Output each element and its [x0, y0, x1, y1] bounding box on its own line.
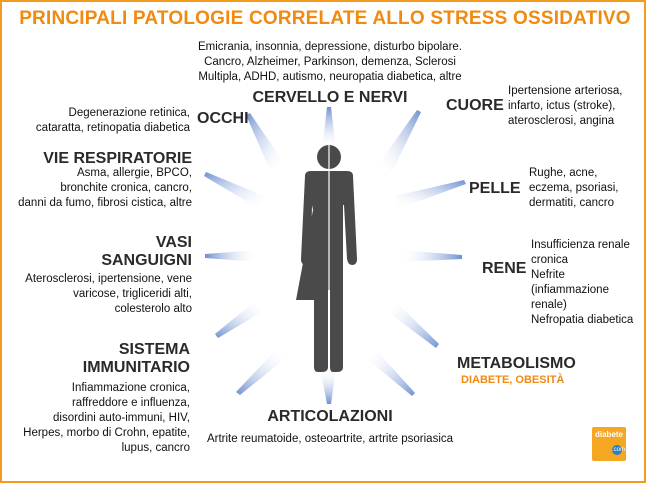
ray-bottom	[320, 368, 336, 404]
human-figure	[296, 145, 357, 372]
heart-desc-line: aterosclerosi, angina	[508, 115, 615, 127]
brain-label: CERVELLO E NERVI	[252, 89, 408, 106]
joints-label: ARTICOLAZIONI	[267, 408, 393, 425]
kidney-description	[531, 238, 646, 328]
eyes-description	[12, 106, 190, 136]
heart-desc-line: infarto, ictus (stroke),	[508, 100, 616, 112]
immune-desc-line: Herpes, morbo di Crohn, epatite,	[23, 427, 190, 439]
immune-desc-line: Infiammazione cronica,	[71, 382, 190, 394]
ray-lower-left	[215, 302, 262, 338]
vessels-desc-line: colesterolo alto	[114, 303, 192, 315]
brain-desc-line: Cancro, Alzheimer, Parkinson, demenza, Sclerosi	[204, 56, 456, 68]
skin-desc-line: eczema, psoriasi,	[529, 182, 619, 194]
eyes-label: OCCHI	[197, 110, 249, 127]
logo-text: diabete	[595, 430, 624, 439]
resp-desc-line: Asma, allergie, BPCO,	[76, 167, 192, 179]
metabolism-subtitle: DIABETE, OBESITÀ	[461, 374, 565, 386]
immune-desc-line: raffreddore e influenza,	[71, 397, 190, 409]
ray-top-left	[246, 113, 282, 170]
skin-desc-line: dermatiti, cancro	[529, 197, 615, 209]
immune-label-line: SISTEMA	[118, 341, 190, 358]
kidney-desc-line: Insufficienza renale	[531, 239, 630, 251]
heart-desc-line: Ipertensione arteriosa,	[508, 85, 623, 97]
ray-bottom-left	[236, 352, 286, 395]
ray-right	[400, 250, 462, 262]
vessels-label-line: SANGUIGNI	[101, 252, 192, 269]
ray-top-right	[380, 110, 421, 172]
eyes-desc-line: Degenerazione retinica,	[68, 107, 190, 119]
ray-lower-right	[388, 302, 439, 348]
resp-desc-line: bronchite cronica, cancro,	[60, 182, 192, 194]
kidney-desc-line: Nefrite	[531, 269, 565, 281]
ray-upper-left	[204, 172, 264, 208]
kidney-desc-line: renale)	[531, 299, 567, 311]
page-title: PRINCIPALI PATOLOGIE CORRELATE ALLO STRESS OSSIDATIVO	[19, 8, 631, 29]
kidney-label: RENE	[482, 260, 527, 277]
skin-desc-line: Rughe, acne,	[529, 167, 598, 179]
immune-label	[12, 341, 190, 377]
resp-desc-line: danni da fumo, fibrosi cistica, altre	[18, 197, 192, 209]
immune-desc-line: disordini auto-immuni, HIV,	[53, 412, 190, 424]
brain-desc-line: Multipla, ADHD, autismo, neuropatia diabetica, altre	[198, 71, 462, 83]
vessels-label-line: VASI	[155, 234, 192, 251]
vessels-description	[12, 272, 192, 317]
brain-desc-line: Emicrania, insonnia, depressione, disturbo bipolare.	[197, 41, 462, 53]
brain-description	[170, 40, 490, 85]
respiratory-label: VIE RESPIRATORIE	[43, 150, 192, 167]
metabolism-label: METABOLISMO	[457, 355, 576, 372]
kidney-desc-line: (infiammazione	[531, 284, 609, 296]
skin-label: PELLE	[469, 180, 521, 197]
vessels-desc-line: Aterosclerosi, ipertensione, vene	[25, 273, 192, 285]
skin-description	[529, 166, 639, 211]
diabete-logo	[592, 427, 626, 461]
heart-description	[508, 84, 648, 129]
ray-left	[205, 250, 258, 262]
kidney-desc-line: cronica	[531, 254, 569, 266]
vessels-label	[12, 234, 192, 270]
vessels-desc-line: varicose, trigliceridi alti,	[73, 288, 192, 300]
immune-label-line: IMMUNITARIO	[82, 359, 190, 376]
joints-description: Artrite reumatoide, osteoartrite, artrite psoriasica	[206, 433, 454, 445]
eyes-desc-line: cataratta, retinopatia diabetica	[35, 122, 190, 134]
heart-label: CUORE	[446, 97, 504, 114]
respiratory-description	[12, 166, 192, 211]
ray-bottom-right	[366, 352, 415, 396]
kidney-desc-line: Nefropatia diabetica	[531, 314, 634, 326]
ray-upper-right	[395, 180, 466, 208]
logo-dot-com: .com	[612, 447, 626, 453]
immune-desc-line: lupus, cancro	[121, 442, 190, 454]
